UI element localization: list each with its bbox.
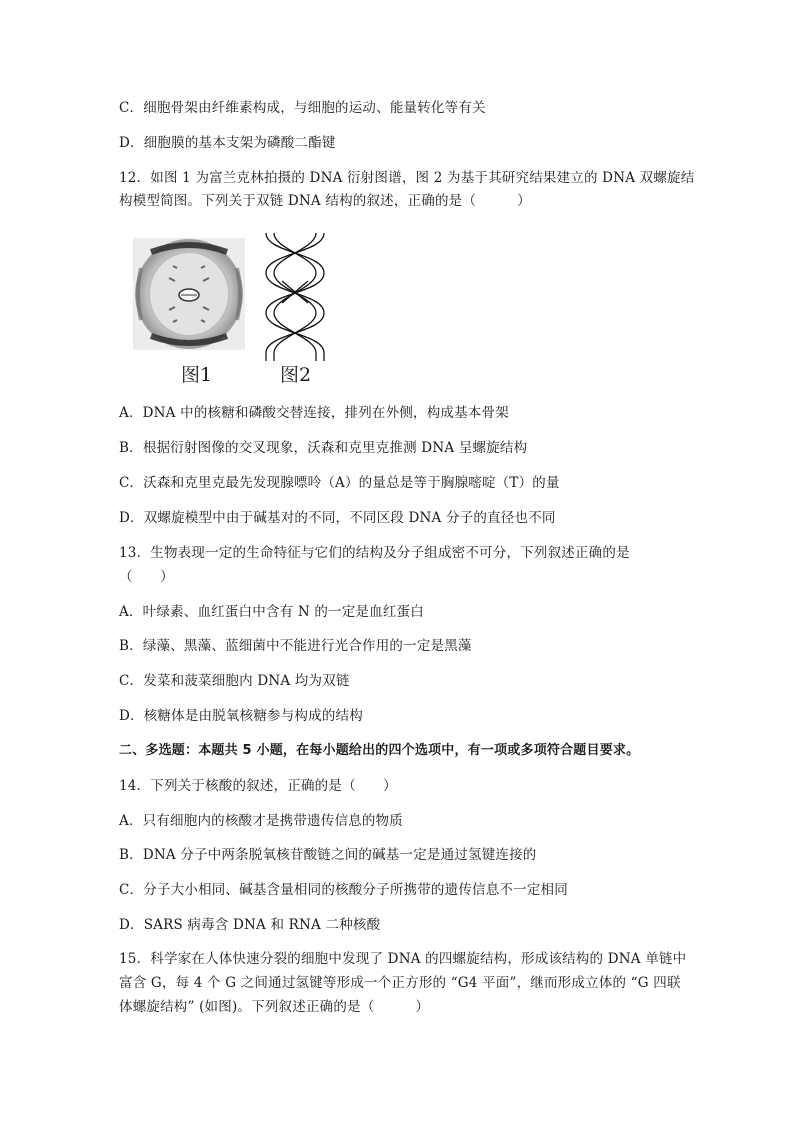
section2-heading: 二、多选题：本题共 5 小题，在每小题给出的四个选项中，有一项或多项符合题目要求。 [119,743,640,758]
q12-option-d: D．双螺旋模型中由于碱基对的不同，不同区段 DNA 分子的直径也不同 [119,510,556,526]
figure1-caption: 图1 [181,364,213,386]
double-helix-model [262,231,328,363]
q14-option-c: C．分子大小相同、碱基含量相同的核酸分子所携带的遗传信息不一定相同 [119,882,568,898]
diffraction-image [133,238,245,350]
q13-option-a: A．叶绿素、血红蛋白中含有 N 的一定是血红蛋白 [119,604,424,620]
q12-stem-line1: 12．如图 1 为富兰克林拍摄的 DNA 衍射图谱，图 2 为基于其研究结果建立的 DNA 双螺旋结 [119,170,695,186]
double-helix-figure [262,231,328,363]
q12-stem-line2: 构模型简图。下列关于双链 DNA 结构的叙述，正确的是（ ） [119,193,531,209]
q13-option-c: C．发菜和菠菜细胞内 DNA 均为双链 [119,673,350,689]
q12-option-a: A．DNA 中的核糖和磷酸交替连接，排列在外侧，构成基本骨架 [119,405,509,421]
q14-option-b: B．DNA 分子中两条脱氧核苷酸链之间的碱基一定是通过氢键连接的 [119,847,537,863]
q13-stem-line2: （ ） [119,569,174,585]
dna-diffraction-figure [133,238,245,350]
q14-option-a: A．只有细胞内的核酸才是携带遗传信息的物质 [119,813,403,829]
q15-stem-line3: 体螺旋结构” (如图)。下列叙述正确的是（ ） [119,999,430,1015]
q14-option-d: D．SARS 病毒含 DNA 和 RNA 二种核酸 [119,917,381,933]
q13-option-b: B．绿藻、黑藻、蓝细菌中不能进行光合作用的一定是黑藻 [119,638,472,654]
q15-stem-line1: 15．科学家在人体快速分裂的细胞中发现了 DNA 的四螺旋结构，形成该结构的 DNA 单链中 [119,951,687,967]
q14-stem: 14．下列关于核酸的叙述，正确的是（ ） [119,778,397,794]
q11-option-d: D．细胞膜的基本支架为磷酸二酯键 [119,135,336,151]
q15-stem-line2: 富含 G，每 4 个 G 之间通过氢键等形成一个正方形的 “G4 平面”，继而形成立体的 “G 四联 [119,975,681,991]
q12-option-b: B．根据衍射图像的交叉现象，沃森和克里克推测 DNA 呈螺旋结构 [119,440,528,456]
q13-stem-line1: 13．生物表现一定的生命特征与它们的结构及分子组成密不可分，下列叙述正确的是 [119,545,630,561]
q11-option-c: C．细胞骨架由纤维素构成，与细胞的运动、能量转化等有关 [119,100,486,116]
q13-option-d: D．核糖体是由脱氧核糖参与构成的结构 [119,708,363,724]
figure2-caption: 图2 [280,364,312,386]
q12-option-c: C．沃森和克里克最先发现腺嘌呤（A）的量总是等于胸腺嘧啶（T）的量 [119,475,560,491]
